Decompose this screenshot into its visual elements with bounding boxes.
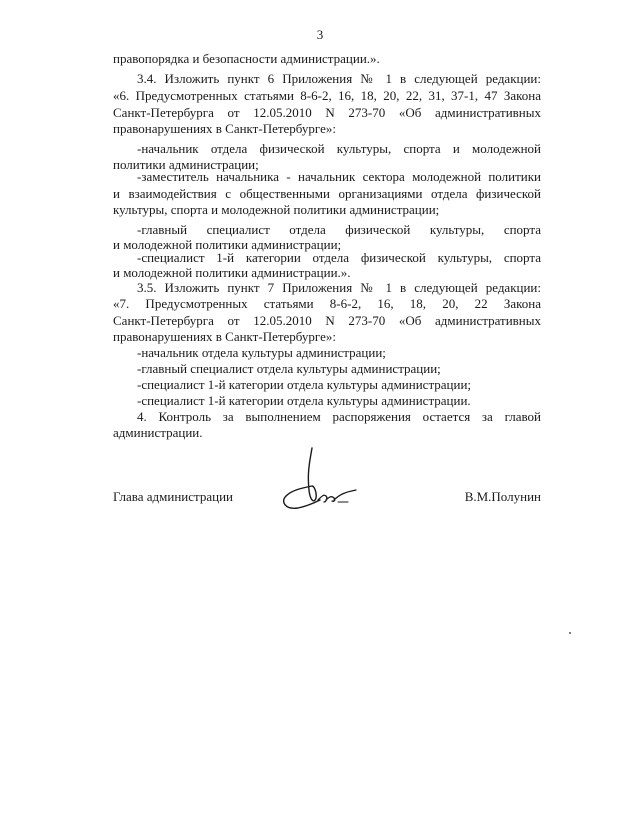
text-line-1: правопорядка и безопасности администрации.». [113, 51, 380, 66]
text-line-11: -главный специалист отдела физической культуры, спорта [137, 222, 541, 237]
text-line-23: 4. Контроль за выполнением распоряжения остается за главой [137, 409, 541, 424]
text-line-8: -заместитель начальника - начальник сектора молодежной политики [137, 169, 541, 184]
text-line-14: и молодежной политики администрации.». [113, 265, 351, 280]
text-line-24: администрации. [113, 425, 203, 440]
signatory-name: В.М.Полунин [464, 489, 541, 504]
text-line-3: «6. Предусмотренных статьями 8-6-2, 16, 18, 20, 22, 31, 37-1, 47 Закона [113, 88, 541, 103]
text-line-19: -начальник отдела культуры администрации; [137, 345, 386, 360]
text-line-18: правонарушениях в Санкт-Петербурге»: [113, 329, 336, 344]
text-line-15: 3.5. Изложить пункт 7 Приложения № 1 в следующей редакции: [137, 280, 541, 295]
text-line-17: Санкт-Петербурга от 12.05.2010 N 273-70 «Об административных [113, 313, 541, 328]
page-number: 3 [316, 27, 324, 42]
text-line-10: культуры, спорта и молодежной политики администрации; [113, 202, 440, 217]
text-line-16: «7. Предусмотренных статьями 8-6-2, 16, 18, 20, 22 Закона [113, 296, 541, 311]
text-line-9: и взаимодействия с общественными организациями отдела физической [113, 186, 541, 201]
scan-speck [569, 632, 571, 634]
text-line-5: правонарушениях в Санкт-Петербурге»: [113, 121, 336, 136]
text-line-13: -специалист 1-й категории отдела физической культуры, спорта [137, 250, 541, 265]
text-line-6: -начальник отдела физической культуры, спорта и молодежной [137, 141, 541, 156]
text-line-7: политики администрации; [113, 157, 259, 172]
text-line-22: -специалист 1-й категории отдела культуры администрации. [137, 393, 471, 408]
handwritten-signature [276, 446, 366, 516]
text-line-20: -главный специалист отдела культуры администрации; [137, 361, 441, 376]
text-line-21: -специалист 1-й категории отдела культуры администрации; [137, 377, 472, 392]
text-line-2: 3.4. Изложить пункт 6 Приложения № 1 в следующей редакции: [137, 71, 541, 86]
text-line-4: Санкт-Петербурга от 12.05.2010 N 273-70 «Об административных [113, 105, 541, 120]
text-line-12: и молодежной политики администрации; [113, 237, 342, 252]
signatory-title: Глава администрации [113, 489, 234, 504]
